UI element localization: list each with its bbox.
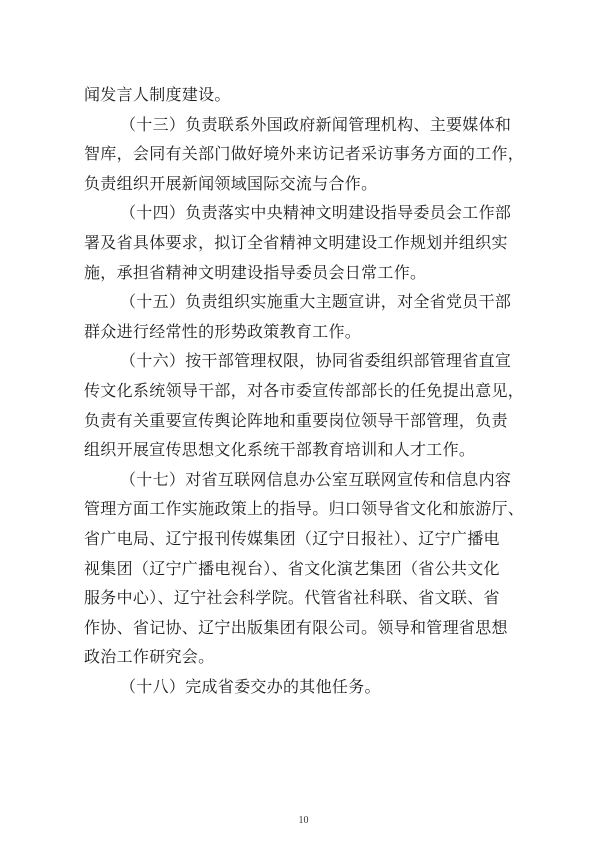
- text-line: 作协、省记协、辽宁出版集团有限公司。领导和管理省思想: [84, 617, 508, 637]
- text-line: 负责组织开展新闻领域国际交流与合作。: [84, 173, 378, 193]
- text-line: 施，承担省精神文明建设指导委员会日常工作。: [84, 262, 427, 282]
- text-line: （十五）负责组织实施重大主题宣讲，对全省党员干部: [120, 292, 512, 312]
- text-line: 政治工作研究会。: [84, 647, 215, 667]
- text-line: （十六）按干部管理权限，协同省委组织部管理省直宣: [120, 351, 512, 371]
- text-line: 管理方面工作实施政策上的指导。归口领导省文化和旅游厅、: [84, 499, 525, 519]
- text-line: 视集团（辽宁广播电视台）、省文化演艺集团（省公共文化: [84, 558, 500, 578]
- text-line: 闻发言人制度建设。: [84, 85, 231, 104]
- text-line: 智库，会同有关部门做好境外来访记者采访事务方面的工作，: [84, 144, 525, 164]
- text-line: 负责有关重要宣传舆论阵地和重要岗位领导干部管理，负责: [84, 410, 508, 430]
- text-line: （十三）负责联系外国政府新闻管理机构、主要媒体和: [120, 114, 512, 134]
- text-line: （十七）对省互联网信息办公室互联网宣传和信息内容: [120, 469, 512, 489]
- page-number: 10: [298, 815, 309, 826]
- text-line: 省广电局、辽宁报刊传媒集团（辽宁日报社）、辽宁广播电: [84, 528, 500, 548]
- text-line: 传文化系统领导干部，对各市委宣传部部长的任免提出意见，: [84, 380, 525, 400]
- text-line: 署及省具体要求，拟订全省精神文明建设工作规划并组织实: [84, 232, 508, 252]
- text-line: （十八）完成省委交办的其他任务。: [120, 676, 381, 696]
- document-body: [84, 80, 534, 701]
- text-line: 群众进行经常性的形势政策教育工作。: [84, 321, 362, 341]
- text-line: 服务中心）、辽宁社会科学院。代管省社科联、省文联、省: [84, 588, 500, 608]
- text-line: 组织开展宣传思想文化系统干部教育培训和人才工作。: [84, 440, 476, 460]
- text-line: （十四）负责落实中央精神文明建设指导委员会工作部: [120, 203, 512, 223]
